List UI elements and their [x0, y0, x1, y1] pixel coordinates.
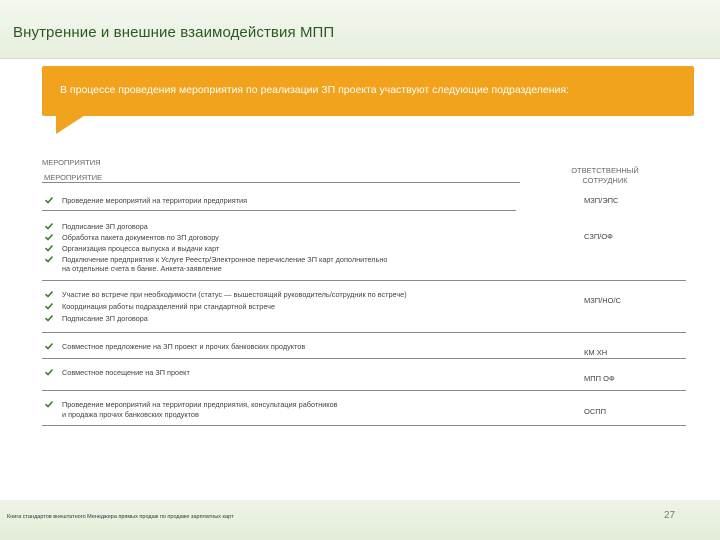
footer-text: Книга стандартов внештатного Менеджера прямых продаж по продаже зарплатных карт [7, 514, 234, 520]
responsibility-table: МЕРОПРИЯТИЯ МЕРОПРИЯТИЕ ОТВЕТСТВЕННЫЙ СОТРУДНИК Проведение мероприятий на территории предприятия МЗП/ЭПС Подписание ЗП договора Обработка пакета документов по ЗП договору Организация процесса выпуска и выдачи карт Подключение предприятия к Услуге Реестр/Электронное перечисление ЗП карт дополнительно на отдельные счета в банке. Анкета-заявление СЗП/ОФ Участие во встрече при необходимости (статус — вышестоящий руководитель/сотрудник по встрече) Координация работы подразделений при стандартной встрече Подписание ЗП договора МЗП/НО/С Совместное предложение на ЗП проект и прочих банковских продуктов КМ ХН Совместное посещение на ЗП проект МПП ОФ Проведение мероприятий на территории предприятия, консультация работников и продажа прочих банковских продуктов ОСПП [42, 152, 686, 426]
row-divider [42, 358, 686, 359]
row-divider [42, 210, 516, 211]
check-icon [45, 255, 53, 263]
responsible-unit: ОСПП [584, 407, 607, 416]
page-title: Внутренние и внешние взаимодействия МПП [13, 24, 335, 41]
responsible-unit: МЗП/ЭПС [584, 196, 619, 205]
check-icon [45, 400, 53, 408]
check-icon [45, 314, 53, 322]
check-icon [45, 368, 53, 376]
check-icon [45, 342, 53, 350]
column-header-responsible: ОТВЕТСТВЕННЫЙ СОТРУДНИК [571, 166, 639, 185]
check-icon [45, 196, 53, 204]
check-icon [45, 222, 53, 230]
row-divider [42, 390, 686, 391]
table-bottom-border [42, 425, 686, 426]
header-divider [42, 182, 520, 183]
check-icon [45, 290, 53, 298]
check-icon [45, 233, 53, 241]
responsible-unit: СЗП/ОФ [584, 232, 613, 241]
page-footer [0, 500, 720, 540]
check-icon [45, 244, 53, 252]
check-icon [45, 302, 53, 310]
responsible-unit: МПП ОФ [584, 374, 615, 383]
row-divider [42, 280, 686, 281]
row-divider [42, 332, 686, 333]
responsible-unit: МЗП/НО/С [584, 296, 622, 305]
page-header [0, 0, 720, 59]
callout-text: В процессе проведения мероприятия по реализации ЗП проекта участвуют следующие подразделения: [60, 84, 569, 96]
page-number: 27 [664, 510, 676, 521]
responsible-unit: КМ ХН [584, 348, 608, 357]
column-header-activities: МЕРОПРИЯТИЯ [42, 158, 101, 167]
column-header-activity: МЕРОПРИЯТИЕ [44, 173, 103, 182]
callout-banner [42, 66, 694, 116]
